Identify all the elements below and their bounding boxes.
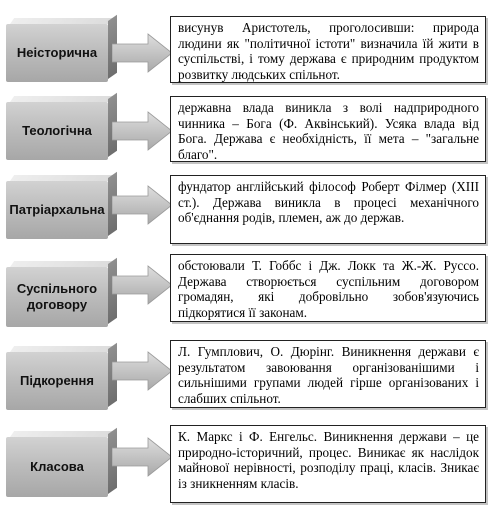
theory-label: Патріархальна — [9, 202, 105, 217]
arrow-icon — [112, 350, 174, 392]
arrow-icon — [112, 32, 174, 74]
arrow-icon — [112, 184, 174, 226]
theory-box-patriarchal — [6, 181, 108, 239]
description-box-class: К. Маркс і Ф. Енгельс. Виникнення держави – це природно-історичний, процес. Виникає як наслідок майнової нерівності, розподілу праці, класів. Зникає із зникненням класів. — [170, 425, 486, 503]
theory-label: Теологічна — [22, 123, 92, 138]
theory-box-conquest — [6, 352, 108, 410]
description-box-conquest: Л. Гумплович, О. Дюрінг. Виникнення держави є результатом завоювання організованішими і сильнішими групами людей гірше організованих і слабших спільнот. — [170, 340, 486, 408]
theory-label: Неісторична — [16, 45, 98, 60]
arrow-icon — [112, 436, 174, 478]
theory-label: Підкорення — [20, 373, 94, 388]
theory-box-class — [6, 437, 108, 497]
theory-label: Суспільного договору — [16, 281, 98, 312]
theory-label: Класова — [30, 459, 84, 474]
theory-box-social-contract — [6, 267, 108, 327]
description-box-patriarchal: фундатор англійський філософ Роберт Філмер (XIII ст.). Держава виникла в процесі механічного об'єднання родів, племен, аж до держав. — [170, 175, 486, 244]
description-box-nonhistorical: висунув Аристотель, проголосивши: природа людини як "політичної істоти" визначила їй жити в суспільстві, і тому держава є природним продуктом розвитку людських спільнот. — [170, 16, 486, 83]
description-box-theological: державна влада виникла з волі надприродного чинника – Бога (Ф. Аквінський). Усяка влада від Бога. Держава є необхідність, її мета – "загальне благо". — [170, 96, 486, 162]
theory-box-theological — [6, 102, 108, 160]
arrow-icon — [112, 264, 174, 306]
description-box-social-contract: обстоювали Т. Гоббс і Дж. Локк та Ж.-Ж. Руссо. Держава створюється суспільним договором громадян, які добровільно зобов'язуючись підкорятися її законам. — [170, 254, 486, 322]
arrow-icon — [112, 110, 174, 152]
theory-box-nonhistorical — [6, 24, 108, 82]
